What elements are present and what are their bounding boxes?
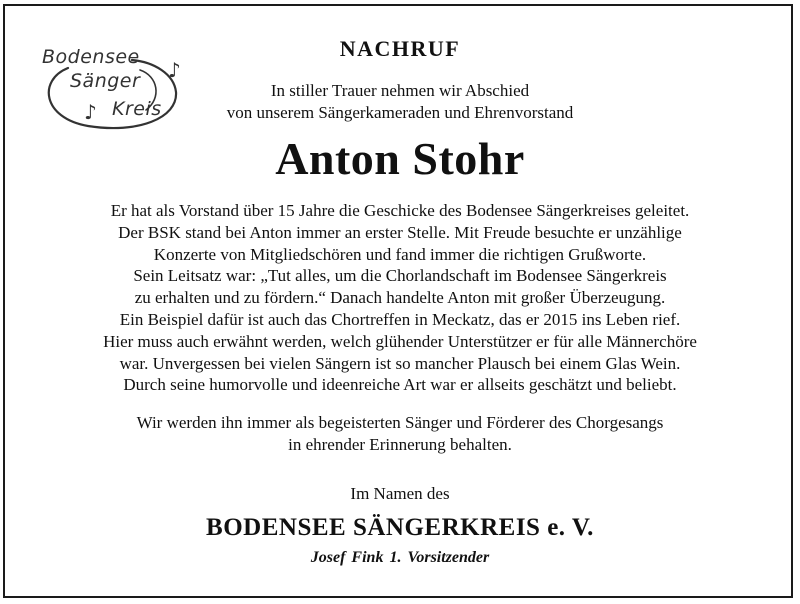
intro-text (0, 80, 800, 124)
logo-word-saenger: Sänger (70, 70, 141, 92)
body-line: zu erhalten und zu fördern.“ Danach handelte Anton mit großer Überzeugung. (134, 288, 666, 308)
music-note-icon: ♪ (84, 100, 97, 124)
body-line: Er hat als Vorstand über 15 Jahre die Geschicke des Bodensee Sängerkreises geleitet. (110, 201, 690, 220)
body-line: Hier muss auch erwähnt werden, welch glühender Unterstützer er für alle Männerchöre (103, 331, 697, 351)
music-note-icon: ♪ (168, 58, 181, 82)
deceased-name: Anton Stohr (275, 133, 525, 184)
signature-line: Josef Fink 1. Vorsitzender (310, 549, 490, 566)
body-line: Konzerte von Mitgliedschören und fand immer die richtigen Grußworte. (153, 244, 647, 264)
body-line: Sein Leitsatz war: „Tut alles, um die Chorlandschaft im Bodensee Sängerkreis (133, 266, 667, 286)
body-line: war. Unvergessen bei vielen Sängern ist so mancher Plausch bei einem Glas Wein. (119, 353, 681, 373)
notice-title: NACHRUF (339, 36, 461, 61)
intro-line: von unserem Sängerkameraden und Ehrenvorstand (226, 103, 574, 122)
logo-word-kreis: Kreis (112, 98, 162, 120)
closing-line: in ehrender Erinnerung behalten. (288, 434, 512, 454)
closing-line: Wir werden ihn immer als begeisterten Sänger und Förderer des Chorgesangs (136, 413, 664, 432)
on-behalf-text: Im Namen des (350, 484, 450, 503)
obituary-body (0, 200, 800, 396)
logo-word-bodensee: Bodensee (42, 46, 140, 68)
closing-text (0, 412, 800, 455)
intro-line: In stiller Trauer nehmen wir Abschied (270, 81, 530, 100)
body-line: Ein Beispiel dafür ist auch das Chortreffen in Meckatz, das er 2015 ins Leben rief. (119, 309, 681, 329)
organization-name: BODENSEE SÄNGERKREIS e. V. (206, 514, 594, 541)
body-line: Der BSK stand bei Anton immer an erster Stelle. Mit Freude besuchte er unzählige (118, 222, 682, 242)
body-line: Durch seine humorvolle und ideenreiche Art war er allseits geschätzt und beliebt. (123, 375, 677, 395)
